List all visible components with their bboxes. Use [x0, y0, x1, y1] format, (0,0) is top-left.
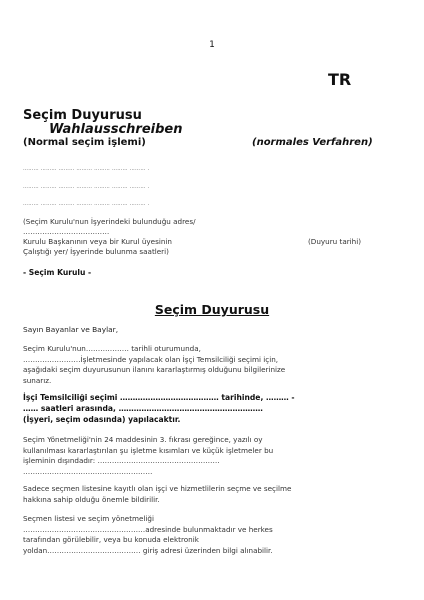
address-note-dots: ……………………………… — [23, 227, 110, 236]
paragraph-line: Seçmen listesi ve seçim yönetmeliği — [23, 514, 154, 523]
paragraph-line: sunarız. — [23, 375, 52, 385]
title-turkish: Seçim Duyurusu — [23, 108, 142, 123]
paragraph-line: ……………………………………………adresinde bulunmaktadır ve herkes — [23, 524, 273, 534]
paragraph-line: ……………………İşletmesinde yapılacak olan İşçi Temsilciliği seçimi için, — [23, 354, 279, 364]
paragraph-line: tarafından görülebilir, veya bu konuda elektronik — [23, 535, 199, 545]
paragraph-line: hakkına sahip olduğu önemle bildirilir. — [23, 494, 160, 504]
paragraph-election-date — [23, 393, 400, 425]
language-code: TR — [328, 70, 352, 89]
procedure-german: (normales Verfahren) — [252, 137, 373, 148]
paragraph-line: Sadece seçmen listesine kayıtlı olan işçi ve hizmetlilerin seçme ve seçilme — [23, 484, 292, 493]
procedure-turkish: (Normal seçim işlemi) — [23, 137, 146, 148]
paragraph-regulation — [23, 435, 400, 477]
contact-note: Çalıştığı yer/ İşyerinde bulunma saatleri) — [23, 247, 169, 256]
paragraph-voters — [23, 484, 400, 505]
paragraph-line: (İşyeri, seçim odasında) yapılacaktır. — [23, 414, 181, 424]
address-note: (Seçim Kurulu'nun İşyerindeki bulunduğu adres/ — [23, 217, 196, 226]
dot-line: ……… ……… ……… ……… ……… ……… ……… . — [23, 184, 150, 190]
contact-note: Kurulu Başkanının veya bir Kurul üyesinin — [23, 237, 172, 246]
main-heading: Seçim Duyurusu — [154, 302, 270, 317]
page-number: 1 — [209, 40, 215, 50]
paragraph-line: Seçim Yönetmeliği'nin 24 maddesinin 3. fıkrası gereğince, yazılı oy — [23, 435, 263, 444]
dot-line: ……… ……… ……… ……… ……… ……… ……… . — [23, 166, 150, 172]
paragraph-line: yoldan………………………………… giriş adresi üzerinden bilgi alınabilir. — [23, 545, 273, 555]
paragraph-line: Seçim Kurulu'nun……………… tarihli oturumunda, — [23, 344, 201, 353]
paragraph-session — [23, 344, 400, 386]
date-note: (Duyuru tarihi) — [308, 237, 362, 246]
paragraph-line: İşçi Temsilciliği seçimi ………………………………… tarihinde, ……… - — [23, 393, 295, 402]
paragraph-line: kullanılması kararlaştırılan şu işletme kısımları ve küçük işletmeler bu — [23, 445, 274, 455]
dot-line: ……… ……… ……… ……… ……… ……… ……… . — [23, 201, 150, 207]
paragraph-voter-list — [23, 514, 400, 556]
paragraph-line: aşağıdaki seçim duyurusunun ilanını kararlaştırmış olduğunu bilgilerinize — [23, 365, 286, 375]
paragraph-line: işleminin dışındadır: …………………………………………… — [23, 456, 220, 466]
paragraph-line: …… saatleri arasında, ………………………………………………… — [23, 403, 263, 413]
committee-signature: - Seçim Kurulu - — [23, 268, 92, 277]
paragraph-line: ……………………………………………… — [23, 466, 153, 476]
salutation: Sayın Bayanlar ve Baylar, — [23, 325, 119, 334]
title-german: Wahlausschreiben — [49, 122, 183, 137]
